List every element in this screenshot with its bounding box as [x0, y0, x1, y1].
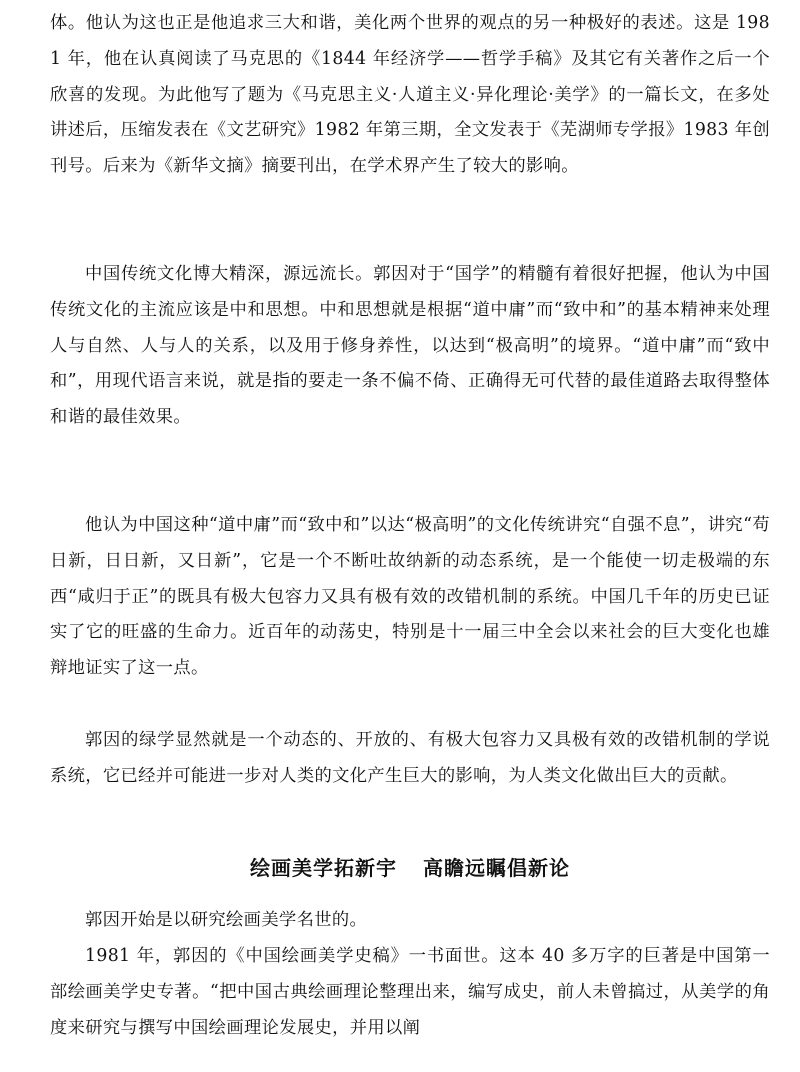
paragraph-painting-aesthetics-history: 1981 年，郭因的《中国绘画美学史稿》一书面世。这本 40 多万字的巨著是中国第一部绘画美学史专著。“把中国古典绘画理论整理出来，编写成史，前人未曾搞过，从美学的角度来研究与撰写中国绘画理论发展史，并用以阐 — [50, 946, 770, 1038]
paragraph-continuation: 体。他认为这也正是他追求三大和谐，美化两个世界的观点的另一种极好的表述。这是 1981 年，他在认真阅读了马克思的《1844 年经济学——哲学手稿》及其它有关著作之后一个欣喜的发现。为此他写了题为《马克思主义·人道主义·异化理论·美学》的一篇长文，在多处讲述后，压缩发表在《文艺研究》1982 年第三期，全文发表于《芜湖师专学报》1983 年创刊号。后来为《新华文摘》摘要刊出，在学术界产生了较大的影响。 — [50, 13, 770, 177]
paragraph-cultural-system: 他认为中国这种“道中庸”而“致中和”以达“极高明”的文化传统讲究“自强不息”，讲究“苟日新，日日新，又日新”，它是一个不断吐故纳新的动态系统，是一个能使一切走极端的东西“咸归于正”的既具有极大包容力又具有极有效的改错机制的系统。中国几千年的历史已证实了它的旺盛的生命力。近百年的动荡史，特别是十一届三中全会以来社会的巨大变化也雄辩地证实了这一点。 — [50, 515, 770, 679]
section-heading-part1: 绘画美学拓新宇 — [250, 856, 397, 880]
paragraph-painting-aesthetics-intro: 郭因开始是以研究绘画美学名世的。 — [85, 910, 368, 930]
paragraph-green-studies: 郭因的绿学显然就是一个动态的、开放的、有极大包容力又具极有效的改错机制的学说系统，它已经并可能进一步对人类的文化产生巨大的影响，为人类文化做出巨大的贡献。 — [50, 730, 770, 786]
section-heading — [50, 852, 770, 881]
section-heading-part2: 高瞻远瞩倡新论 — [423, 856, 570, 880]
paragraph-chinese-tradition: 中国传统文化博大精深，源远流长。郭因对于“国学”的精髓有着很好把握，他认为中国传统文化的主流应该是中和思想。中和思想就是根据“道中庸”而“致中和”的基本精神来处理人与自然、人与人的关系，以及用于修身养性，以达到“极高明”的境界。“道中庸”而“致中和”，用现代语言来说，就是指的要走一条不偏不倚、正确得无可代替的最佳道路去取得整体和谐的最佳效果。 — [50, 264, 770, 428]
